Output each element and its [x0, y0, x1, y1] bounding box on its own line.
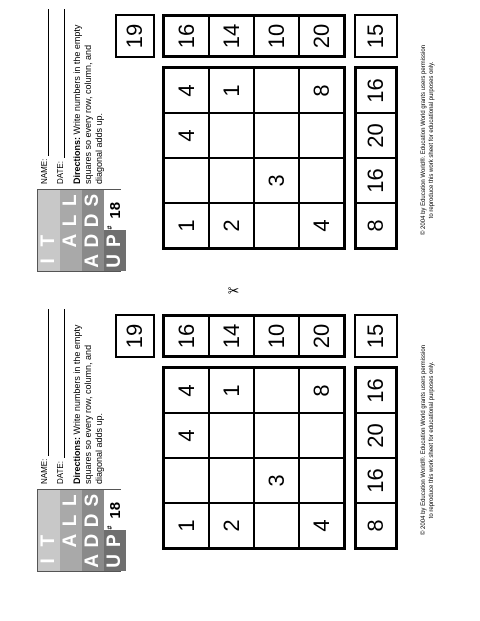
row-sum: 20: [299, 16, 344, 56]
grid-cell[interactable]: [164, 458, 209, 503]
date-label: DATE:: [56, 461, 65, 484]
grid-cell[interactable]: [299, 113, 344, 158]
it-all-adds-up-logo: [37, 189, 125, 272]
grid-cell[interactable]: 4: [299, 503, 344, 548]
name-field[interactable]: [40, 309, 49, 456]
logo-letter: T: [38, 531, 60, 551]
grid-cell[interactable]: [164, 158, 209, 203]
grid-cell[interactable]: [299, 413, 344, 458]
puzzle-grid: [162, 66, 346, 250]
grid-cell[interactable]: [254, 68, 299, 113]
logo-letter: I: [38, 251, 60, 271]
grid-cell[interactable]: 1: [164, 503, 209, 548]
row-sum: 16: [164, 316, 209, 356]
row-sum: 10: [254, 316, 299, 356]
grid-cell[interactable]: 4: [164, 368, 209, 413]
directions: Directions: Write numbers in the empty squares so every row, column, and diagonal adds up.: [72, 324, 104, 484]
directions: Directions: Write numbers in the empty squares so every row, column, and diagonal adds up.: [72, 24, 104, 184]
name-label: NAME:: [40, 158, 49, 184]
grid-cell[interactable]: [254, 368, 299, 413]
grid-cell[interactable]: 4: [164, 113, 209, 158]
grid-cell[interactable]: 8: [299, 368, 344, 413]
grid-cell[interactable]: [209, 158, 254, 203]
row-sum: 14: [209, 316, 254, 356]
date-label: DATE:: [56, 161, 65, 184]
copyright-line: © 2004 by Education World®. Education World grants users permission: [421, 344, 427, 536]
diagonal-sum: 19: [115, 314, 155, 358]
grid-cell[interactable]: [209, 413, 254, 458]
grid-cell[interactable]: [254, 203, 299, 248]
grid-cell[interactable]: [209, 113, 254, 158]
copyright-notice: [420, 300, 436, 580]
grid-cell[interactable]: 4: [164, 68, 209, 113]
row-sum: 14: [209, 16, 254, 56]
grid-cell[interactable]: [254, 413, 299, 458]
logo-letter: U: [104, 251, 126, 271]
logo-number: # 18: [104, 490, 126, 531]
logo-letter: [38, 490, 60, 510]
grid-cell[interactable]: [299, 458, 344, 503]
grid-cell[interactable]: 2: [209, 503, 254, 548]
logo-letter: [38, 190, 60, 210]
corner-diagonal-sum: 15: [354, 14, 398, 58]
grid-cell[interactable]: 3: [254, 158, 299, 203]
grid-cell[interactable]: 8: [299, 68, 344, 113]
column-sum: 16: [356, 68, 396, 113]
date-field[interactable]: [56, 9, 65, 158]
logo-letter: S: [82, 190, 104, 210]
logo-letter: D: [82, 531, 104, 551]
column-sum: 16: [356, 158, 396, 203]
logo-number: # 18: [104, 190, 126, 231]
logo-letter: U: [104, 551, 126, 571]
grid-cell[interactable]: [254, 113, 299, 158]
worksheet-right: [0, 0, 480, 280]
corner-diagonal-sum: 15: [354, 314, 398, 358]
date-line: [56, 309, 65, 484]
name-line: [40, 9, 49, 184]
student-info: [40, 309, 105, 484]
logo-letter: D: [82, 210, 104, 230]
logo-letter: S: [82, 490, 104, 510]
grid-cell[interactable]: 1: [209, 68, 254, 113]
grid-cell[interactable]: 2: [209, 203, 254, 248]
it-all-adds-up-logo: [37, 489, 125, 572]
grid-cell[interactable]: 1: [209, 368, 254, 413]
logo-letter: D: [82, 231, 104, 251]
logo-letter: L: [60, 190, 82, 210]
logo-letter: P: [104, 531, 126, 551]
logo-letter: L: [60, 490, 82, 510]
logo-letter: D: [82, 510, 104, 530]
scissors-icon: ✂: [227, 282, 240, 299]
copyright-line: to reproduce this work sheet for educational purposes only.: [429, 61, 435, 219]
grid-cell[interactable]: 4: [164, 413, 209, 458]
logo-letter: I: [38, 551, 60, 571]
logo-letter: A: [82, 251, 104, 271]
column-sum: 8: [356, 503, 396, 548]
logo-letter: L: [60, 510, 82, 530]
puzzle-grid: [162, 366, 346, 550]
column-sum: 20: [356, 113, 396, 158]
name-field[interactable]: [40, 9, 49, 156]
date-field[interactable]: [56, 309, 65, 458]
column-sums: [354, 66, 398, 250]
logo-letter: L: [60, 210, 82, 230]
logo-letter: [38, 210, 60, 230]
row-sums: [162, 314, 346, 358]
row-sum: 20: [299, 316, 344, 356]
logo-letter: A: [60, 531, 82, 551]
date-line: [56, 9, 65, 184]
grid-cell[interactable]: [254, 503, 299, 548]
copyright-line: to reproduce this work sheet for educational purposes only.: [429, 361, 435, 519]
column-sum: 16: [356, 368, 396, 413]
grid-cell[interactable]: 1: [164, 203, 209, 248]
diagonal-sum: 19: [115, 14, 155, 58]
logo-letter: [38, 510, 60, 530]
row-sum: 10: [254, 16, 299, 56]
logo-letter: [60, 551, 82, 571]
copyright-line: © 2004 by Education World®. Education World grants users permission: [421, 44, 427, 236]
column-sum: 8: [356, 203, 396, 248]
row-sum: 16: [164, 16, 209, 56]
logo-letter: T: [38, 231, 60, 251]
logo-letter: A: [82, 551, 104, 571]
grid-cell[interactable]: 4: [299, 203, 344, 248]
column-sums: [354, 366, 398, 550]
grid-cell[interactable]: [299, 158, 344, 203]
logo-letter: [60, 251, 82, 271]
name-line: [40, 309, 49, 484]
name-label: NAME:: [40, 458, 49, 484]
student-info: [40, 9, 105, 184]
row-sums: [162, 14, 346, 58]
logo-letter: P: [104, 231, 126, 251]
grid-cell[interactable]: [209, 458, 254, 503]
column-sum: 20: [356, 413, 396, 458]
copyright-notice: [420, 0, 436, 280]
worksheet-left: [0, 300, 480, 580]
column-sum: 16: [356, 458, 396, 503]
grid-cell[interactable]: 3: [254, 458, 299, 503]
logo-letter: A: [60, 231, 82, 251]
